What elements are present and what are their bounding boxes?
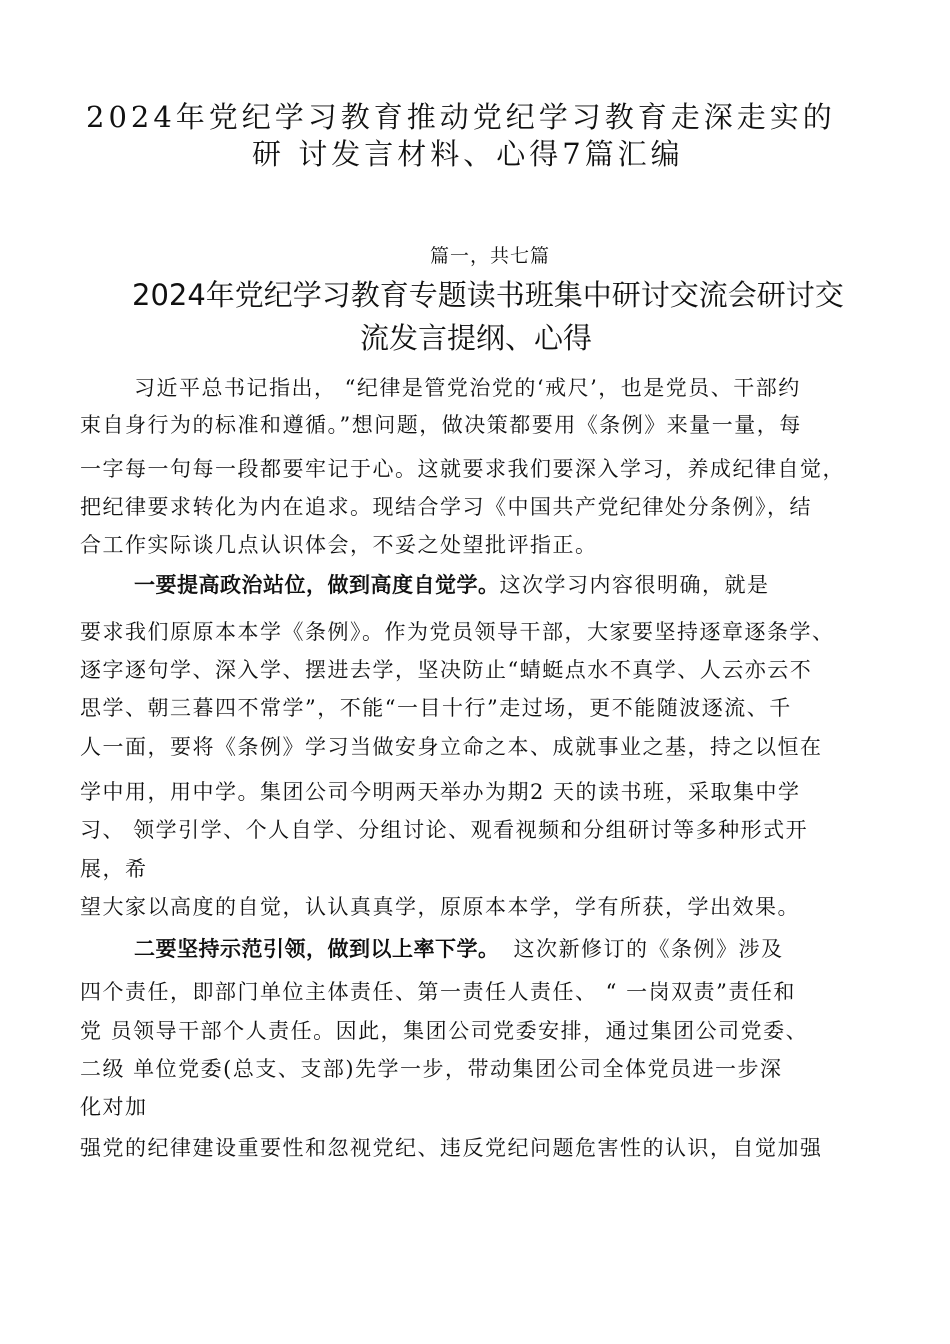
paragraph-1-line: 一字每一句每一段都要牢记于心。这就要求我们要深入学习，养成纪律自觉， bbox=[80, 457, 845, 481]
paragraph-3-heading: 二要坚持示范引领，做到以上率下学。 bbox=[134, 937, 500, 961]
paragraph-2-first-text: 这次学习内容很明确，就是 bbox=[499, 573, 770, 597]
paragraph-3-first-text: 这次新修订的《条例》涉及 bbox=[513, 937, 784, 961]
paragraph-1-line: 束自身行为的标准和遵循。”想问题，做决策都要用《条例》来量一量，每 bbox=[80, 413, 802, 437]
paragraph-2-line: 望大家以高度的自觉，认认真真学，原原本本学，学有所获，学出效果。 bbox=[80, 895, 800, 919]
section-title-line-1: 2024年党纪学习教育专题读书班集中研讨交流会研讨交 bbox=[132, 278, 844, 312]
paragraph-1-line: 把纪律要求转化为内在追求。现结合学习《中国共产党纪律处分条例》，结 bbox=[80, 495, 812, 519]
paragraph-2-first-line bbox=[134, 575, 770, 596]
paragraph-3-line: 党 员领导干部个人责任。因此，集团公司党委安排，通过集团公司党委、 bbox=[80, 1019, 809, 1043]
paragraph-2-line: 习、 领学引学、个人自学、分组讨论、观看视频和分组研讨等多种形式开 bbox=[80, 818, 809, 842]
paragraph-3-line: 化对加 bbox=[80, 1095, 148, 1119]
paragraph-2-line: 逐字逐句学、深入学、摆进去学，坚决防止“蜻蜓点水不真学、人云亦云不 bbox=[80, 658, 813, 682]
paragraph-3-first-line bbox=[134, 939, 784, 960]
paragraph-3-line: 四个责任，即部门单位主体责任、第一责任人责任、 “ 一岗双责”责任和 bbox=[80, 980, 796, 1004]
paragraph-2-line: 学中用，用中学。集团公司今明两天举办为期2 天的读书班，采取集中学 bbox=[80, 780, 801, 804]
paragraph-3-line: 强党的纪律建设重要性和忽视党纪、违反党纪问题危害性的认识，自觉加强 bbox=[80, 1136, 823, 1160]
paragraph-2-line: 要求我们原原本本学《条例》。作为党员领导干部，大家要坚持逐章逐条学、 bbox=[80, 620, 835, 644]
paragraph-1-line: 合工作实际谈几点认识体会，不妥之处望批评指正。 bbox=[80, 533, 598, 557]
paragraph-3-line: 二级 单位党委(总支、支部)先学一步，带动集团公司全体党员进一步深 bbox=[80, 1057, 783, 1081]
document-title-line-2: 研 讨发言材料、心得7篇汇编 bbox=[252, 137, 684, 171]
section-title-line-2: 流发言提纲、心得 bbox=[360, 321, 593, 355]
paragraph-1-line: 习近平总书记指出， “纪律是管党治党的‘戒尺’，也是党员、干部约 bbox=[134, 376, 801, 400]
paragraph-2-heading: 一要提高政治站位，做到高度自觉学。 bbox=[134, 573, 500, 597]
document-title-line-1: 2024年党纪学习教育推动党纪学习教育走深走实的 bbox=[86, 100, 836, 134]
paragraph-2-line: 思学、朝三暮四不常学”，不能“一目十行”走过场，更不能随波逐流、千 bbox=[80, 696, 792, 720]
paragraph-2-line: 展，希 bbox=[80, 857, 148, 881]
paragraph-2-line: 人一面，要将《条例》学习当做安身立命之本、成就事业之基，持之以恒在 bbox=[80, 735, 823, 759]
section-label: 篇一，共七篇 bbox=[430, 245, 551, 267]
